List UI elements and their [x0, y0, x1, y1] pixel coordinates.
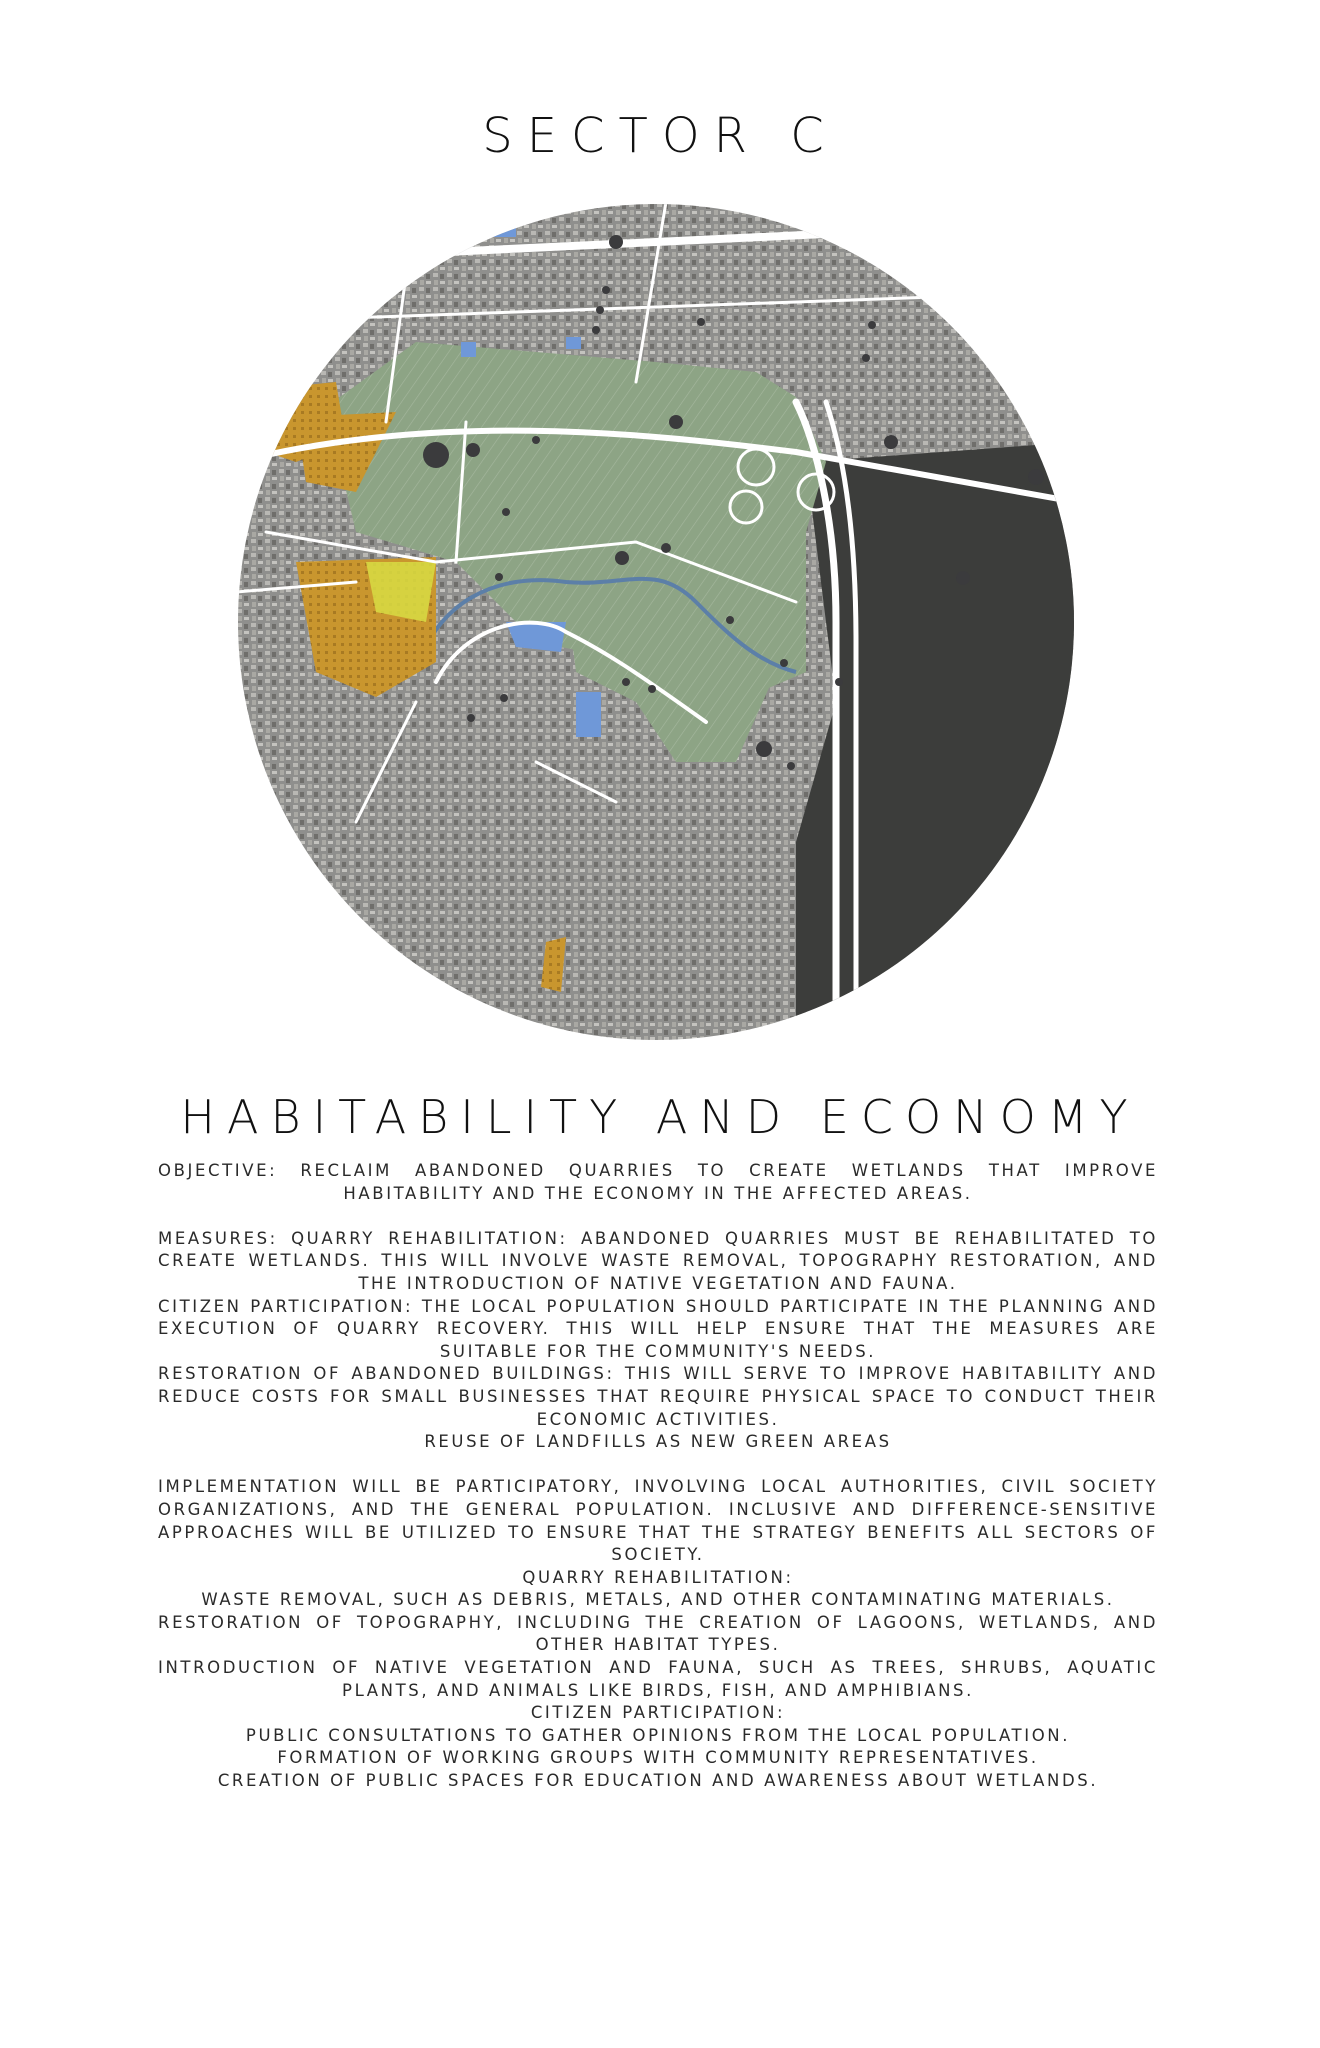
- water-body-north: [486, 202, 516, 237]
- water-body-south-2: [576, 692, 601, 737]
- paragraph-restoration-buildings: RESTORATION OF ABANDONED BUILDINGS: THIS WILL SERVE TO IMPROVE HABITABILITY AND REDUCE COSTS FOR SMALL BUSINESSES THAT REQUIRE PHYSICAL SPACE TO CONDUCT THEIR ECONOMIC ACTIVITIES.: [158, 1364, 1158, 1429]
- landfill-site-west: [236, 362, 306, 407]
- paragraph-gap: [158, 1205, 1158, 1228]
- paragraph-gap: [158, 1454, 1158, 1477]
- page-title: SECTOR C: [482, 108, 838, 164]
- section-heading: HABITABILITY AND ECONOMY: [180, 1090, 1140, 1144]
- item-native-vegetation: INTRODUCTION OF NATIVE VEGETATION AND FAUNA, SUCH AS TREES, SHRUBS, AQUATIC PLANTS, AND ANIMALS LIKE BIRDS, FISH, AND AMPHIBIANS.: [158, 1658, 1158, 1700]
- paragraph-objective: OBJECTIVE: RECLAIM ABANDONED QUARRIES TO CREATE WETLANDS THAT IMPROVE HABITABILITY AND THE ECONOMY IN THE AFFECTED AREAS.: [158, 1161, 1158, 1203]
- sector-map-svg: [236, 202, 1076, 1042]
- body-text: [158, 1160, 1158, 1793]
- item-public-spaces: CREATION OF PUBLIC SPACES FOR EDUCATION AND AWARENESS ABOUT WETLANDS.: [217, 1771, 1099, 1791]
- paragraph-landfills: REUSE OF LANDFILLS AS NEW GREEN AREAS: [424, 1432, 892, 1452]
- item-working-groups: FORMATION OF WORKING GROUPS WITH COMMUNITY REPRESENTATIVES.: [277, 1748, 1039, 1768]
- subheading-quarry-rehabilitation: QUARRY REHABILITATION:: [522, 1567, 794, 1587]
- water-body-small-2: [566, 337, 581, 349]
- water-body-small-1: [461, 342, 476, 357]
- sector-map: [236, 202, 1076, 1042]
- item-waste-removal: WASTE REMOVAL, SUCH AS DEBRIS, METALS, AND OTHER CONTAMINATING MATERIALS.: [201, 1590, 1115, 1610]
- paragraph-implementation: IMPLEMENTATION WILL BE PARTICIPATORY, INVOLVING LOCAL AUTHORITIES, CIVIL SOCIETY ORGANIZATIONS, AND THE GENERAL POPULATION. INCLUSIVE AND DIFFERENCE-SENSITIVE APPROACHES WILL BE UTILIZED TO ENSURE THAT THE STRATEGY BENEFITS ALL SECTORS OF SOCIETY.: [158, 1477, 1158, 1565]
- paragraph-measures: MEASURES: QUARRY REHABILITATION: ABANDONED QUARRIES MUST BE REHABILITATED TO CREATE WETLANDS. THIS WILL INVOLVE WASTE REMOVAL, TOPOGRAPHY RESTORATION, AND THE INTRODUCTION OF NATIVE VEGETATION AND FAUNA.: [158, 1228, 1158, 1293]
- item-public-consultations: PUBLIC CONSULTATIONS TO GATHER OPINIONS FROM THE LOCAL POPULATION.: [245, 1725, 1071, 1745]
- paragraph-citizen-participation: CITIZEN PARTICIPATION: THE LOCAL POPULATION SHOULD PARTICIPATE IN THE PLANNING AND EXECUTION OF QUARRY RECOVERY. THIS WILL HELP ENSURE THAT THE MEASURES ARE SUITABLE FOR THE COMMUNITY'S NEEDS.: [158, 1296, 1158, 1361]
- item-restoration-topography: RESTORATION OF TOPOGRAPHY, INCLUDING THE CREATION OF LAGOONS, WETLANDS, AND OTHER HABITAT TYPES.: [158, 1612, 1158, 1655]
- subheading-citizen-participation: CITIZEN PARTICIPATION:: [530, 1703, 786, 1723]
